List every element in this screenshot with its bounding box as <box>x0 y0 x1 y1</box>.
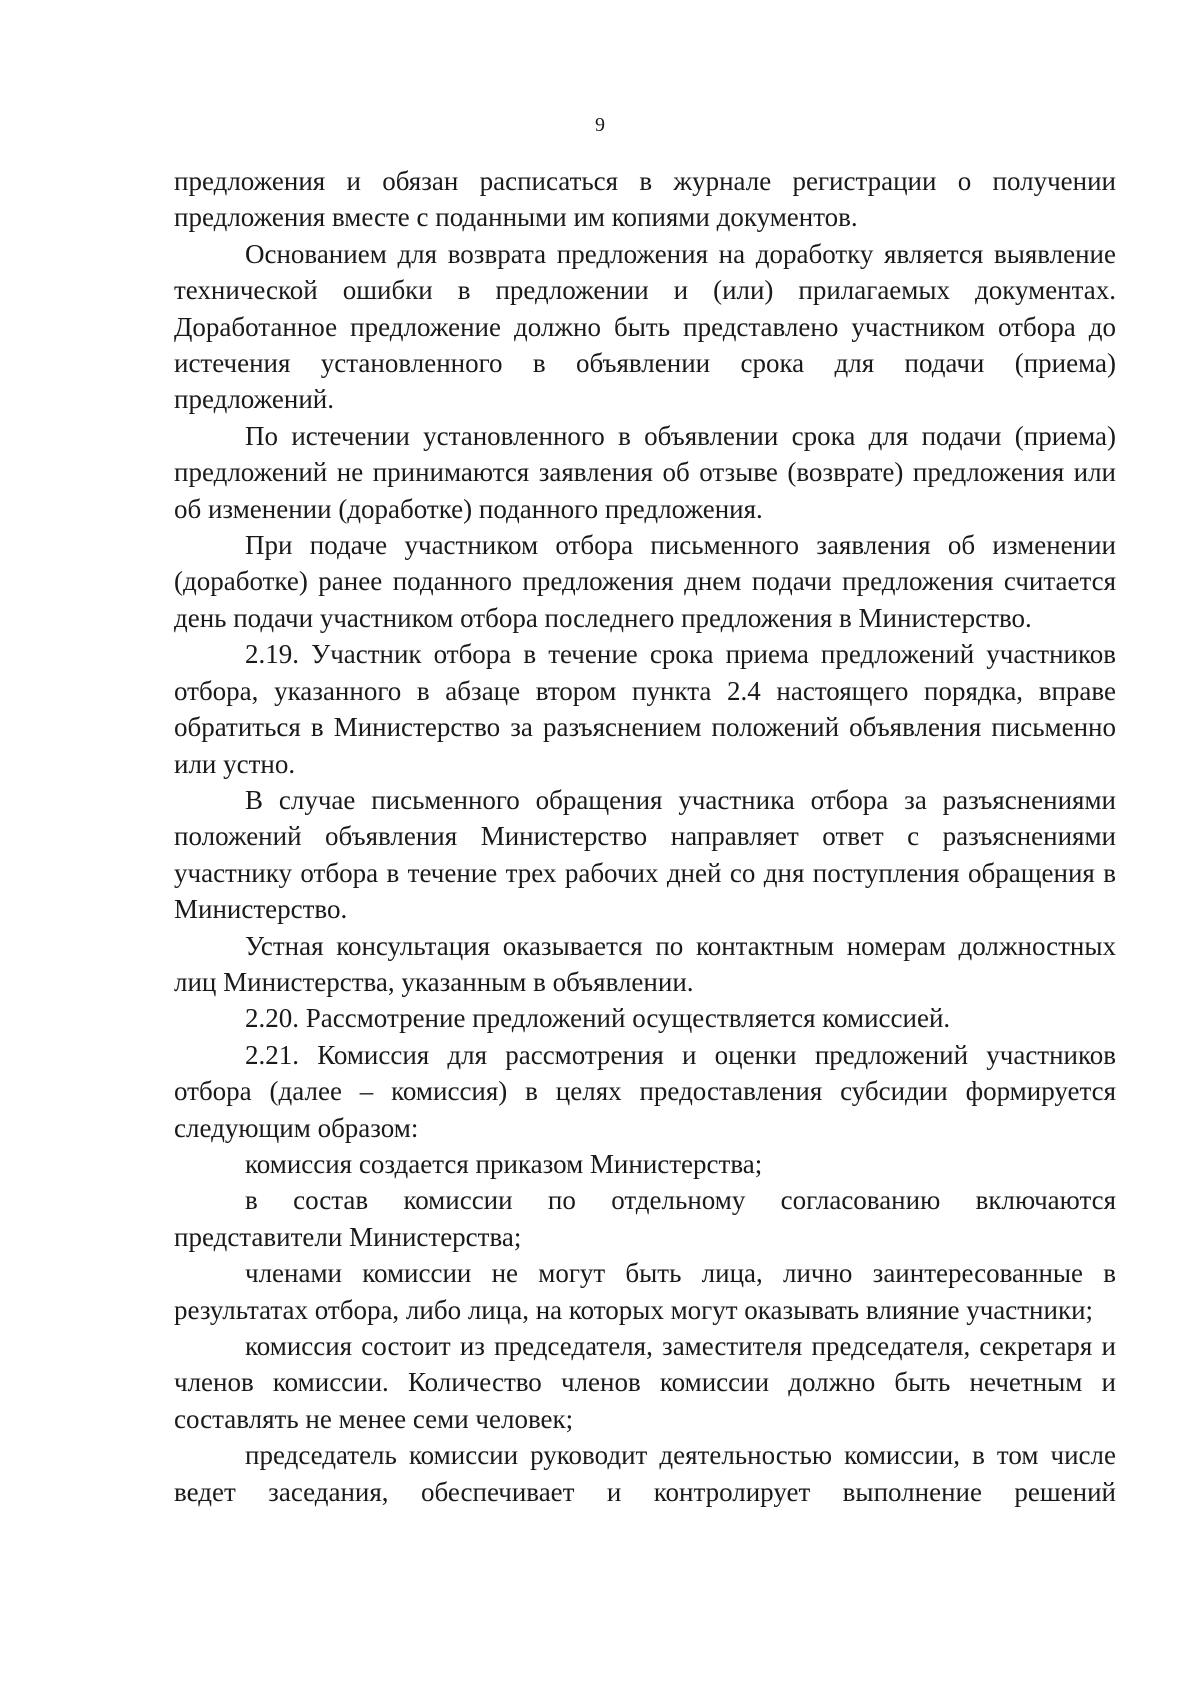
paragraph-submission-date: При подаче участником отбора письменного заявления об изменении (доработке) ранее поданного предложения днем подачи предложения считается день подачи участником отбора последнего предложения в Министерство. <box>174 530 1116 633</box>
paragraph-clause-2-19: 2.19. Участник отбора в течение срока приема предложений участников отбора, указанного в абзаце втором пункта 2.4 настоящего порядка, вправе обратиться в Министерство за разъяснением положений объявления письменно или устно. <box>174 639 1116 779</box>
paragraph-commission-created: комиссия создается приказом Министерства; <box>245 1148 763 1179</box>
paragraph-commission-members: членами комиссии не могут быть лица, лично заинтересованные в результатах отбора, либо лица, на которых могут оказывать влияние участники; <box>174 1258 1116 1325</box>
paragraph-written-request: В случае письменного обращения участника отбора за разъяснениями положений объявления Министерство направляет ответ с разъяснениями участнику отбора в течение трех рабочих дней со дня поступления обращения в Министерство. <box>174 784 1116 925</box>
document-body <box>174 163 1116 1510</box>
paragraph-clause-2-20: 2.20. Рассмотрение предложений осуществляется комиссией. <box>245 1003 951 1034</box>
page-number: 9 <box>595 114 605 136</box>
paragraph-commission-structure: комиссия состоит из председателя, заместителя председателя, секретаря и членов комиссии. Количество членов комиссии должно быть нечетным и составлять не менее семи человек; <box>174 1331 1116 1434</box>
paragraph-oral-consultation: Устная консультация оказывается по контактным номерам должностных лиц Министерства, указанным в объявлении. <box>174 930 1116 997</box>
paragraph-commission-composition: в состав комиссии по отдельному согласованию включаются представители Министерства; <box>174 1185 1116 1252</box>
paragraph-continuation: предложения и обязан расписаться в журнале регистрации о получении предложения вместе с поданными им копиями документов. <box>174 166 1116 233</box>
paragraph-deadline-expiry: По истечении установленного в объявлении срока для подачи (приема) предложений не принимаются заявления об отзыве (возврате) предложения или об изменении (доработке) поданного предложения. <box>174 420 1116 524</box>
paragraph-clause-2-21: 2.21. Комиссия для рассмотрения и оценки предложений участников отбора (далее – комиссия) в целях предоставления субсидии формируется следующим образом: <box>174 1039 1116 1143</box>
paragraph-chairman: председатель комиссии руководит деятельностью комиссии, в том числе ведет заседания, обеспечивает и контролирует выполнение решений <box>174 1440 1116 1507</box>
paragraph-return-basis: Основанием для возврата предложения на доработку является выявление технической ошибки в предложении и (или) прилагаемых документах. Доработанное предложение должно быть представлено участником отбора до истечения установленного в объявлении срока для подачи (приема) предложений. <box>174 238 1116 415</box>
